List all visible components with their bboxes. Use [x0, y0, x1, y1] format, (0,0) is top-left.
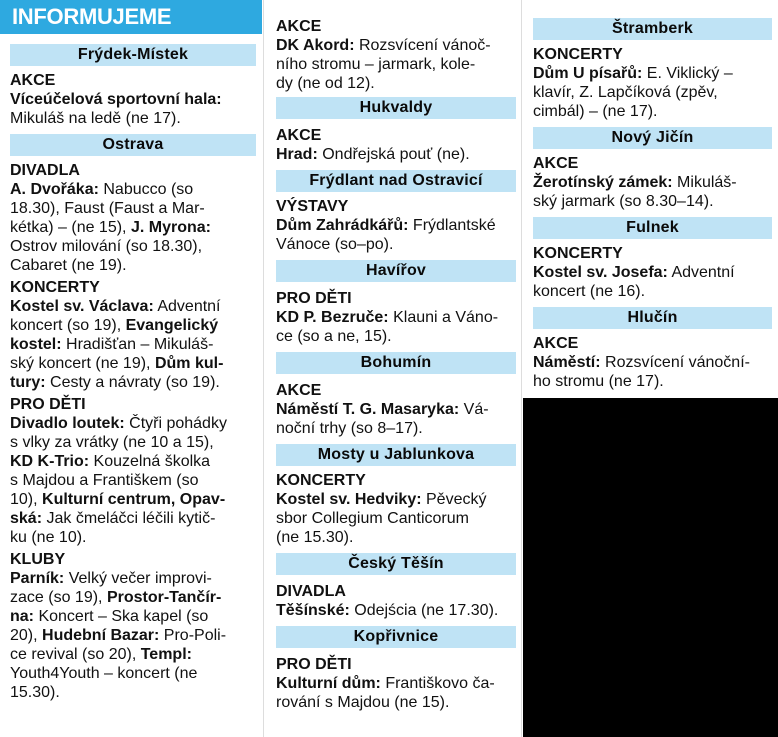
column-1 — [0, 0, 262, 702]
category-label: AKCE — [533, 155, 579, 172]
city-heading-koprivnice: Kopřivnice — [276, 626, 516, 648]
column-divider — [263, 0, 264, 737]
category-label: KONCERTY — [533, 46, 623, 63]
city-heading-novy-jicin: Nový Jičín — [533, 127, 772, 149]
category-label: VÝSTAVY — [276, 198, 349, 215]
column-2 — [266, 0, 522, 712]
category-label: PRO DĚTI — [276, 656, 352, 673]
city-heading-frydek: Frýdek-Místek — [10, 44, 256, 66]
city-heading-hlucin: Hlučín — [533, 307, 772, 329]
event-entry: Dům Zahrádkářů: Frýdlantské Vánoce (so–po). — [276, 217, 496, 253]
event-entry: Náměstí T. G. Masaryka: Vá- noční trhy (so 8–17). — [276, 401, 489, 437]
category-label: AKCE — [10, 72, 56, 89]
category-label: KONCERTY — [533, 245, 623, 262]
category-label: AKCE — [533, 335, 579, 352]
column-3 — [523, 0, 778, 391]
city-heading-ostrava: Ostrava — [10, 134, 256, 156]
city-heading-mosty: Mosty u Jablunkova — [276, 444, 516, 466]
category-label: KLUBY — [10, 551, 66, 568]
event-entry: Kostel sv. Hedviky: Pěvecký sbor Collegium Canticorum (ne 15.30). — [276, 491, 487, 546]
city-heading-bohumin: Bohumín — [276, 352, 516, 374]
city-heading-fulnek: Fulnek — [533, 217, 772, 239]
black-area — [523, 398, 778, 737]
event-entry: DK Akord: Rozsvícení vánoč- ního stromu – jarmark, kole- dy (ne od 12). — [276, 37, 491, 92]
category-label: DIVADLA — [276, 583, 346, 600]
city-heading-havirov: Havířov — [276, 260, 516, 282]
event-entry: KD P. Bezruče: Klauni a Váno- ce (so a ne, 15). — [276, 309, 499, 345]
event-entry: Dům U písařů: E. Viklický – klavír, Z. Lapčíková (zpěv, cimbál) – (ne 17). — [533, 65, 733, 120]
category-label: AKCE — [276, 18, 322, 35]
category-label: KONCERTY — [276, 472, 366, 489]
event-entry: Víceúčelová sportovní hala: Mikuláš na ledě (ne 17). — [10, 91, 222, 127]
event-entry: Žerotínský zámek: Mikuláš- ský jarmark (so 8.30–14). — [533, 174, 737, 210]
page-title: INFORMUJEME — [0, 0, 262, 34]
category-label: PRO DĚTI — [276, 290, 352, 307]
category-label: AKCE — [276, 382, 322, 399]
event-entry: Těšínské: Odejścia (ne 17.30). — [276, 602, 499, 619]
event-entry: Parník: Velký večer improvi- zace (so 19), Prostor-Tančír- na: Koncert – Ska kapel (so 20), Hudební Bazar: Pro-Poli- ce revival (so 20), Templ: Youth4Youth – koncert (ne 15.30). — [10, 570, 227, 701]
city-heading-frydlant: Frýdlant nad Ostravicí — [276, 170, 516, 192]
event-entry: Kostel sv. Josefa: Adventní koncert (ne 16). — [533, 264, 735, 300]
event-entry: Náměstí: Rozsvícení vánoční- ho stromu (ne 17). — [533, 354, 750, 390]
category-label: DIVADLA — [10, 162, 80, 179]
city-heading-hukvaldy: Hukvaldy — [276, 97, 516, 119]
event-entry: Kostel sv. Václava: Adventní koncert (so 19), Evangelický kostel: Hradišťan – Mikuláš- ský koncert (ne 19), Dům kul- tury: Cesty a návraty (so 19). — [10, 298, 224, 391]
category-label: PRO DĚTI — [10, 396, 86, 413]
city-heading-stramberk: Štramberk — [533, 18, 772, 40]
event-entry: Kulturní dům: Františkovo ča- rování s Majdou (ne 15). — [276, 675, 495, 711]
category-label: AKCE — [276, 127, 322, 144]
category-label: KONCERTY — [10, 279, 100, 296]
city-heading-tesin: Český Těšín — [276, 553, 516, 575]
event-entry: Hrad: Ondřejská pouť (ne). — [276, 146, 470, 163]
event-entry: Divadlo loutek: Čtyři pohádky s vlky za vrátky (ne 10 a 15), KD K-Trio: Kouzelná školka s Majdou a Františkem (so 10), Kulturní centrum, Opav- ská: Jak čmeláčci léčili kytič- ku (ne 10). — [10, 415, 227, 546]
event-entry: A. Dvořáka: Nabucco (so 18.30), Faust (Faust a Mar- kétka) – (ne 15), J. Myrona: Ostrov milování (so 18.30), Cabaret (ne 19). — [10, 181, 211, 274]
